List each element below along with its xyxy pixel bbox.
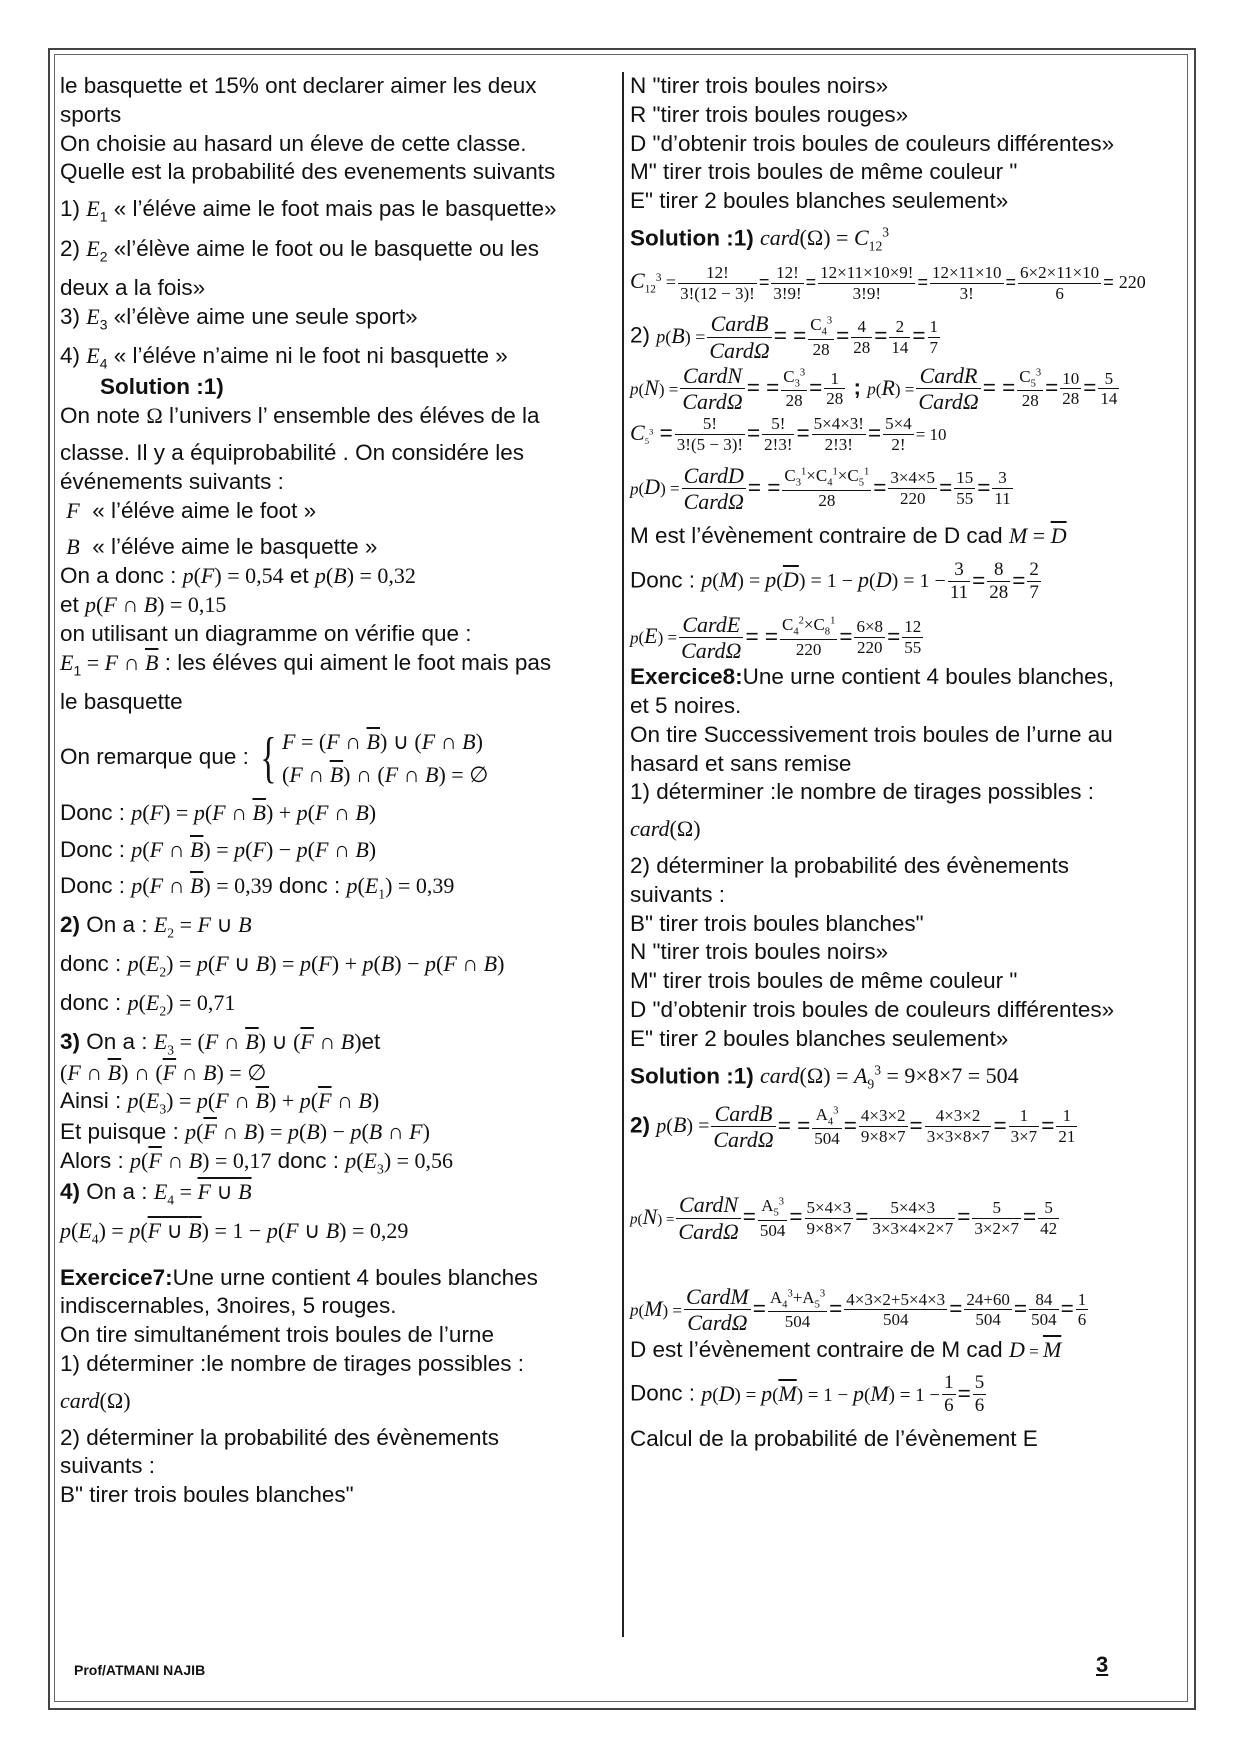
text-line: classe. Il y a équiprobabilité . On considére les [60, 440, 525, 466]
event-B: B « l’éléve aime le basquette » [66, 534, 378, 560]
text-line: Quelle est la probabilité des evenements suivants [60, 159, 556, 185]
formula-line: $C_{12}^3$ = $\frac{12!}{3!(12 - 3)!}$ = $\frac{12!}{3!9!}$ = $\frac{12\times 11\times 10\times 9!}{3!9!}$ = $\frac{12\times 11\times 10}{3!}$ = $\frac{6\times 2\times 11\times 10}{6}$ = 220 [630, 263, 1146, 303]
text-line: M est l’évènement contraire de D cad $M = \overline{D}$ [630, 523, 1067, 549]
column-divider [622, 72, 624, 1637]
question-2: 2) $E_2$ «l’élève aime le foot ou le basquette ou les [60, 235, 540, 265]
formula-line: p(N) = $\frac{\text{CardN}}{\text{CardΩ}}$ = = $\frac{C_3^3}{28}$ = $\frac{1}{28}$ ; p(R) = $\frac{\text{CardR}}{\text{CardΩ}}$ = = $\frac{C_5^3}{28}$ = $\frac{10}{28}$ = $\frac{5}{14}$ [630, 362, 1118, 415]
formula-line: donc : $p(E_2) = 0,71$ [60, 989, 236, 1019]
formula-line: $E_1 = F$ ∩ $\overline{B}$ : les éléves qui aiment le foot mais pas [60, 649, 552, 679]
formula-line: p(N) = $\frac{\text{CardN}}{\text{CardΩ}}$ = $\frac{A_5^3}{504}$ = $\frac{5\times 4\times 3}{9\times 8\times 7}$ = $\frac{5\times 4\times 3}{3\times 3\times 4\times 2\times 7}$ = $\frac{5}{3\times 2\times 7}$ = $\frac{5}{42}$ [630, 1192, 1058, 1244]
solution-heading: Solution :1) card(Ω) = $C_{12}^3$ [630, 224, 890, 254]
formula-line: p(D) = $\frac{\text{CardD}}{\text{CardΩ}}$ = = $\frac{C_3^1\times C_4^1\times C_5^1}{28}$ = $\frac{3\times 4\times 5}{220}$ = $\frac{15}{55}$ = $\frac{3}{11}$ [630, 462, 1011, 514]
formula-line: et p(F ∩ B) = 0,15 [60, 592, 227, 617]
formula-line: Et puisque : $p(\overline{F}$ ∩ B) = p(B) − p(B ∩ F) [60, 1119, 430, 1145]
text-line: le basquette et 15% ont declarer aimer les deux [60, 73, 537, 98]
formula-line: Donc : p(F ∩ $\overline{B}) = p(F) - p(F$ ∩ B) [60, 836, 377, 862]
left-column [60, 72, 616, 1510]
formula-line: p(E) = $\frac{\text{CardE}}{\text{CardΩ}}$ = = $\frac{C_4^2\times C_8^1}{220}$ = $\frac{6\times 8}{220}$ = $\frac{12}{55}$ [630, 611, 922, 663]
formula-line: p(M) = $\frac{\text{CardM}}{\text{CardΩ}}$ = $\frac{A_4^3+A_5^3}{504}$ = $\frac{4\times 3\times 2+5\times 4\times 3}{504}$ = $\frac{24+60}{504}$ = $\frac{84}{504}$ = $\frac{1}{6}$ [630, 1283, 1087, 1336]
text-line: R "tirer trois boules rouges» [630, 101, 909, 127]
formula-line: card(Ω) [630, 816, 701, 842]
text-line: le basquette [60, 688, 183, 714]
text-line: N "tirer trois boules noirs» [630, 73, 889, 98]
formula-line: (F ∩ $\overline{B}$) ∩ ($\overline{F}$ ∩ B) = ∅ [60, 1059, 267, 1085]
formula-line: Donc : $p(M) = p(\overline{D}) = 1 - p(D) = 1$ − $\frac{3}{11}$ = $\frac{8}{28}$ = $\frac{2}{7}$ [630, 558, 1039, 603]
formula-line: Ainsi : $p(E_3) = p(F$ ∩ $\overline{B}) + p(\overline{F}$ ∩ B) [60, 1088, 380, 1117]
text-line: Calcul de la probabilité de l’évènement E [630, 1426, 1038, 1451]
formula-line: Donc : p(F ∩ $\overline{B}) = 0,39$ donc : $p(E_1) = 0,39$ [60, 873, 455, 902]
text-line: suivants : [630, 881, 726, 907]
text-line: sports [60, 101, 122, 127]
text-line: 1) déterminer :le nombre de tirages possibles : [630, 779, 1094, 805]
text-line: on utilisant un diagramme on vérifie que : [60, 620, 472, 646]
exercise-8-heading: Exercice8:Une urne contient 4 boules blanches, [630, 664, 1115, 690]
text-line: B" tirer trois boules blanches" [60, 1482, 354, 1508]
formula-line: 2) p(B) = $\frac{\text{CardB}}{\text{CardΩ}}$ = = $\frac{A_4^3}{504}$ = $\frac{4\times 3\times 2}{9\times 8\times 7}$ = $\frac{4\times 3\times 2}{3\times 3\times 8\times 7}$ = $\frac{1}{3\times 7}$ = $\frac{1}{21}$ [630, 1100, 1076, 1153]
formula-line: 2) p(B) = $\frac{\text{CardB}}{\text{CardΩ}}$ = = $\frac{C_4^3}{28}$ = $\frac{4}{28}$ = $\frac{2}{14}$ = $\frac{1}{7}$ [630, 311, 939, 363]
question-1: 1) $E_1$ « l’éléve aime le foot mais pas le basquette» [60, 196, 557, 225]
formula-line: 3) On a : $E_3 = (F$ ∩ $\overline{B}$) ∪ ($\overline{F}$ ∩ B)et [60, 1028, 381, 1058]
formula-line: 4) On a : $E_4 = F$ ∪ B [60, 1178, 252, 1208]
text-line: B" tirer trois boules blanches" [630, 910, 924, 936]
text-line: 1) déterminer :le nombre de tirages possibles : [60, 1350, 524, 1376]
solution-heading: Solution :1) [100, 374, 224, 400]
question-3: 3) $E_3$ «l’élève aime une seule sport» [60, 303, 418, 333]
text-line: On note Ω l’univers l’ ensemble des éléves de la [60, 403, 540, 429]
formula-line: $p(E_4) = p(F$ ∪ B) = 1 − p(F ∪ B) = 0,29 [60, 1217, 409, 1247]
text-line: On tire Successivement trois boules de l’urne au [630, 721, 1113, 747]
question-4: 4) $E_4$ « l’éléve n’aime ni le foot ni basquette » [60, 343, 508, 372]
page-number: 3 [1096, 1652, 1109, 1677]
text-line: indiscernables, 3noires, 5 rouges. [60, 1293, 397, 1319]
text-line: D "d’obtenir trois boules de couleurs différentes» [630, 130, 1115, 156]
text-line: suivants : [60, 1453, 156, 1479]
text-line: M" tirer trois boules de même couleur " [630, 159, 1018, 185]
text-line: E" tirer 2 boules blanches seulement» [630, 188, 1009, 214]
formula-line: 2) On a : $E_2 = F$ ∪ B [60, 912, 252, 941]
text-line: et 5 noires. [630, 693, 742, 718]
exercise-7-heading: Exercice7:Une urne contient 4 boules blanches [60, 1264, 538, 1290]
text-line: N "tirer trois boules noirs» [630, 939, 889, 965]
text-line: hasard et sans remise [630, 750, 852, 776]
formula-line: $C_5^3$ = $\frac{5!}{3!(5 - 3)!}$ = $\frac{5!}{2!3!}$ = $\frac{5\times 4\times 3!}{2!3!}$ = $\frac{5\times 4}{2!}$ = 10 [630, 414, 947, 454]
formula-line: donc : $p(E_2) = p(F$ ∪ B) = p(F) + p(B) − p(F ∩ B) [60, 951, 505, 980]
text-line: événements suivants : [60, 468, 284, 494]
text-line: On tire simultanément trois boules de l’urne [60, 1322, 494, 1348]
formula-line: Alors : $p(\overline{F}$ ∩ B) = 0,17 donc : $p(E_3) = 0,56$ [60, 1148, 454, 1177]
text-line: deux a la fois» [60, 274, 206, 300]
formula-line: card(Ω) [60, 1387, 131, 1413]
text-line: D est l’évènement contraire de M cad $D = \overline{M}$ [630, 1336, 1062, 1362]
text-line: On choisie au hasard un éleve de cette classe. [60, 130, 527, 156]
formula-line: On a donc : p(F) = 0,54 et p(B) = 0,32 [60, 563, 416, 589]
footer-author: Prof/ATMANI NAJIB [74, 1662, 206, 1678]
formula-line: Donc : $p(D) = p(\overline{M}) = 1 - p(M) = 1$ − $\frac{1}{6}$ = $\frac{5}{6}$ [630, 1372, 985, 1417]
text-line: 2) déterminer la probabilité des évènements [630, 852, 1069, 878]
text-line: M" tirer trois boules de même couleur " [630, 968, 1018, 994]
event-F: F « l’éléve aime le foot » [66, 497, 317, 523]
right-column [630, 72, 1178, 1454]
text-line: 2) déterminer la probabilité des évènements [60, 1424, 499, 1450]
formula-system: On remarque que : { F = (F ∩ $\overline{B}$) ∪ (F ∩ B) (F ∩ $\overline{B}$) ∩ (F ∩ B) = ∅ [60, 726, 489, 789]
solution-heading: Solution :1) card(Ω) = $A_9^3 = 9\times 8\times 7 = 504$ [630, 1062, 1019, 1092]
text-line: D "d’obtenir trois boules de couleurs différentes» [630, 996, 1115, 1022]
formula-line: Donc : p(F) = p(F ∩ $\overline{B}) + p(F$ ∩ B) [60, 799, 377, 825]
text-line: E" tirer 2 boules blanches seulement» [630, 1025, 1009, 1051]
